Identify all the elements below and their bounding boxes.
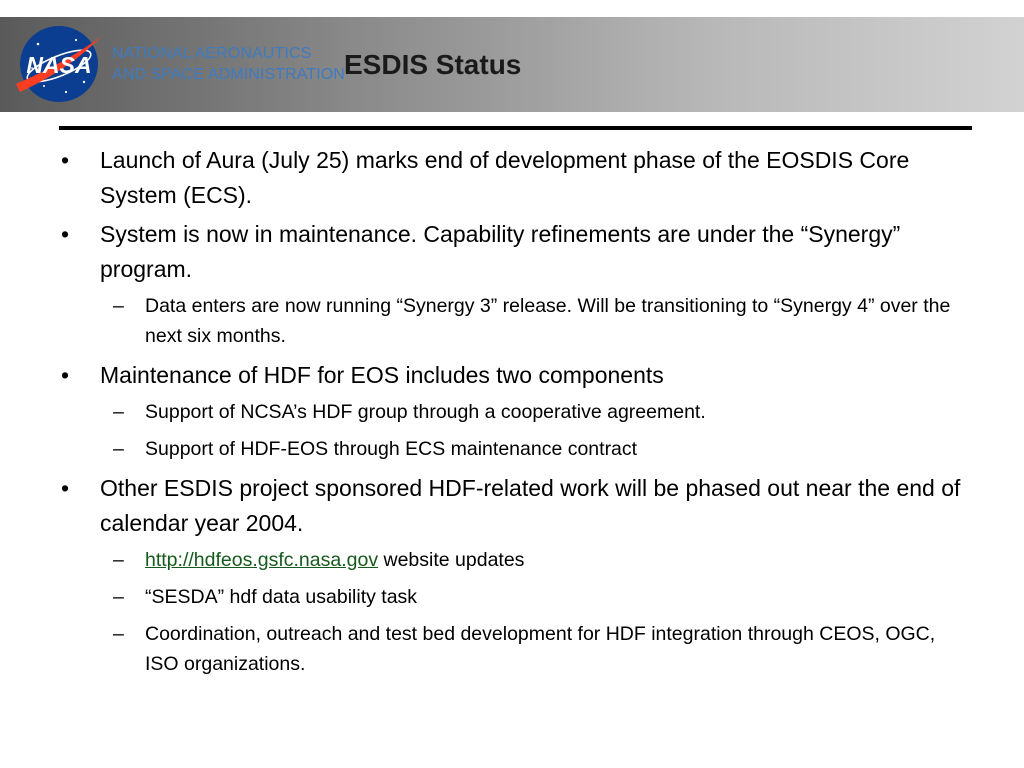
sub-bullet-text: Support of NCSA’s HDF group through a cooperative agreement. [145, 401, 706, 423]
sub-bullet-text: “SESDA” hdf data usability task [145, 586, 418, 608]
sub-bullet-text: Coordination, outreach and test bed development for HDF integration through CEOS, OGC, ISO organizations. [145, 623, 936, 675]
dash-marker: – [113, 438, 124, 460]
slide-title: ESDIS Status [344, 49, 522, 80]
bullet-text: Launch of Aura (July 25) marks end of development phase of the EOSDIS Core System (ECS). [100, 147, 910, 208]
dash-marker: – [113, 623, 124, 645]
nasa-logo-icon [14, 22, 104, 106]
sub-bullet-item [59, 291, 974, 351]
bullet-marker: • [61, 221, 70, 247]
bullet-marker: • [61, 475, 70, 501]
sub-bullet-item [59, 545, 974, 575]
sub-bullet-text: Support of HDF-EOS through ECS maintenance contract [145, 438, 638, 460]
bullet-list [59, 143, 974, 686]
bullet-item [59, 143, 974, 213]
dash-marker: – [113, 586, 124, 608]
bullet-marker: • [61, 147, 70, 173]
sub-bullet-item [59, 619, 974, 679]
bullet-item [59, 471, 974, 541]
sub-bullet-item [59, 397, 974, 427]
logo-wordmark: NASA [26, 52, 92, 78]
sub-bullet-item [59, 434, 974, 464]
sub-bullet-text: website updates [378, 549, 525, 571]
org-name-line-1: NATIONAL AERONAUTICS [112, 45, 312, 62]
hdfeos-website-link[interactable]: http://hdfeos.gsfc.nasa.gov [145, 549, 379, 571]
org-name-line-2: AND SPACE ADMINISTRATION [112, 66, 345, 83]
title-divider [59, 126, 972, 130]
bullet-text: Maintenance of HDF for EOS includes two components [100, 362, 664, 388]
bullet-marker: • [61, 362, 70, 388]
bullet-item [59, 358, 974, 393]
dash-marker: – [113, 401, 124, 423]
bullet-text: System is now in maintenance. Capability refinements are under the “Synergy” program. [100, 221, 901, 282]
organization-name [112, 43, 345, 85]
sub-bullet-item [59, 582, 974, 612]
dash-marker: – [113, 549, 124, 571]
sub-bullet-text: Data enters are now running “Synergy 3” release. Will be transitioning to “Synergy 4” over the next six months. [145, 295, 951, 347]
dash-marker: – [113, 295, 124, 317]
bullet-text: Other ESDIS project sponsored HDF-related work will be phased out near the end of calendar year 2004. [100, 475, 961, 536]
bullet-item [59, 217, 974, 287]
